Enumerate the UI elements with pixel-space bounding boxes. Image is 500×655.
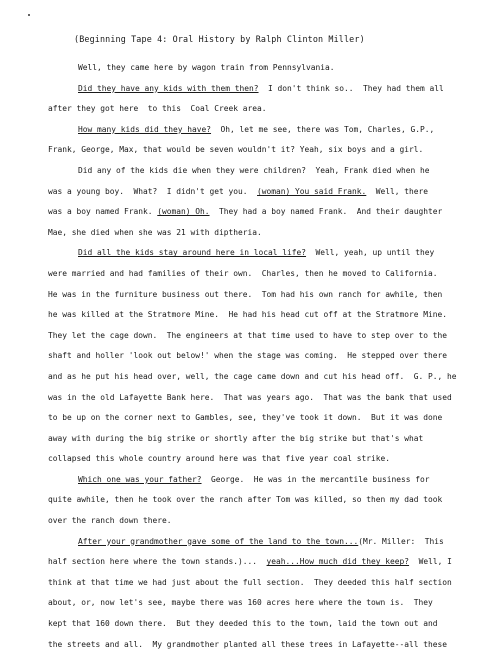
text-segment: over the ranch down there.	[48, 516, 172, 526]
text-line	[48, 552, 468, 573]
text-line	[48, 285, 468, 306]
text-segment: Well, they came here by wagon train from Pennsylvania.	[78, 63, 335, 72]
text-segment: He was in the furniture business out there. Tom had his own ranch for awhile, then	[48, 289, 443, 299]
text-line	[48, 490, 468, 511]
interviewer-question: Which one was your father?	[78, 474, 202, 484]
text-segment: shaft and holler 'look out below!' when the stage was coming. He stepped over there	[48, 351, 448, 361]
paragraph	[48, 470, 468, 532]
text-line	[48, 99, 468, 120]
text-segment: he was killed at the Stratmore Mine. He had his head cut off at the Stratmore Mine.	[48, 310, 448, 320]
text-line	[48, 79, 468, 100]
interviewer-question: How many kids did they have?	[78, 124, 212, 134]
text-line	[48, 120, 468, 141]
text-line	[48, 182, 468, 203]
paragraph	[48, 58, 468, 79]
text-segment: think at that time we had just about the full section. They deeded this half section	[48, 577, 452, 587]
text-segment: Well, I	[409, 557, 452, 567]
interviewer-question: Did all the kids stay around here in local life?	[78, 248, 307, 258]
text-segment: Frank, George, Max, that would be seven wouldn't it? Yeah, six boys and a girl.	[48, 145, 424, 155]
text-segment: Oh, let me see, there was Tom, Charles, G.P.,	[211, 124, 435, 134]
text-segment: quite awhile, then he took over the ranch after Tom was killed, so then my dad took	[48, 495, 443, 505]
interviewer-question: Did they have any kids with them then?	[78, 83, 259, 93]
text-segment: after they got here to this Coal Creek area.	[48, 104, 267, 114]
text-segment: to be up on the corner next to Gambles, see, they've took it down. But it was done	[48, 413, 443, 423]
text-line	[48, 593, 468, 614]
text-segment: I don't think so.. They had them all	[258, 83, 444, 93]
paragraph	[48, 120, 468, 161]
text-line	[48, 388, 468, 409]
paragraph	[48, 532, 468, 655]
text-line	[48, 326, 468, 347]
text-line	[48, 161, 468, 182]
text-segment: the streets and all. My grandmother planted all these trees in Lafayette--all these	[48, 639, 448, 649]
text-segment: collapsed this whole country around here was that five year coal strike.	[48, 454, 391, 464]
text-line	[48, 511, 468, 532]
interviewer-question: (woman) You said Frank.	[257, 186, 367, 196]
text-line	[48, 202, 468, 223]
text-segment: Did any of the kids die when they were children? Yeah, Frank died when he	[78, 165, 430, 175]
text-line	[48, 408, 468, 429]
interviewer-question: (woman) Oh.	[157, 207, 210, 217]
text-segment: were married and had families of their own. Charles, then he moved to California.	[48, 268, 438, 278]
text-segment: was a young boy. What? I didn't get you.	[48, 186, 258, 196]
scan-speck	[28, 14, 30, 16]
text-line	[48, 223, 468, 244]
text-line	[48, 470, 468, 491]
text-line	[48, 140, 468, 161]
interviewer-question: After your grandmother gave some of the land to the town...	[78, 536, 359, 546]
text-line	[48, 58, 468, 79]
text-line	[48, 614, 468, 635]
text-line	[48, 635, 468, 655]
text-segment: They had a boy named Frank. And their daughter	[209, 207, 443, 217]
text-segment: Well, there	[366, 186, 429, 196]
text-segment: was in the old Lafayette Bank here. That was years ago. That was the bank that used	[48, 392, 452, 402]
text-line	[48, 573, 468, 594]
text-segment: Mae, she died when she was 21 with diptheria.	[48, 227, 262, 237]
text-segment: Well, yeah, up until they	[306, 248, 435, 258]
text-segment: was a boy named Frank.	[48, 207, 158, 217]
text-line	[48, 532, 468, 553]
text-segment: George. He was in the mercantile business for	[201, 474, 430, 484]
transcript-body	[48, 58, 468, 655]
paragraph	[48, 79, 468, 120]
text-segment: (Mr. Miller: This	[358, 536, 444, 546]
paragraph	[48, 243, 468, 470]
text-segment: They let the cage down. The engineers at that time used to have to step over to the	[48, 330, 448, 340]
transcript-header: (Beginning Tape 4: Oral History by Ralph Clinton Miller)	[74, 34, 365, 44]
text-segment: half section here where the town stands.)...	[48, 557, 267, 567]
text-segment: away with during the big strike or shortly after the big strike but that's what	[48, 433, 424, 443]
text-segment: about, or, now let's see, maybe there was 160 acres here where the town is. They	[48, 598, 433, 608]
text-line	[48, 449, 468, 470]
text-segment: and as he put his head over, well, the cage came down and cut his head off. G. P., he	[48, 371, 457, 381]
paragraph	[48, 161, 468, 243]
interviewer-question: yeah...How much did they keep?	[266, 557, 410, 567]
text-line	[48, 429, 468, 450]
text-line	[48, 264, 468, 285]
text-line	[48, 367, 468, 388]
text-segment: kept that 160 down there. But they deeded this to the town, laid the town out and	[48, 619, 438, 629]
text-line	[48, 346, 468, 367]
text-line	[48, 243, 468, 264]
text-line	[48, 305, 468, 326]
